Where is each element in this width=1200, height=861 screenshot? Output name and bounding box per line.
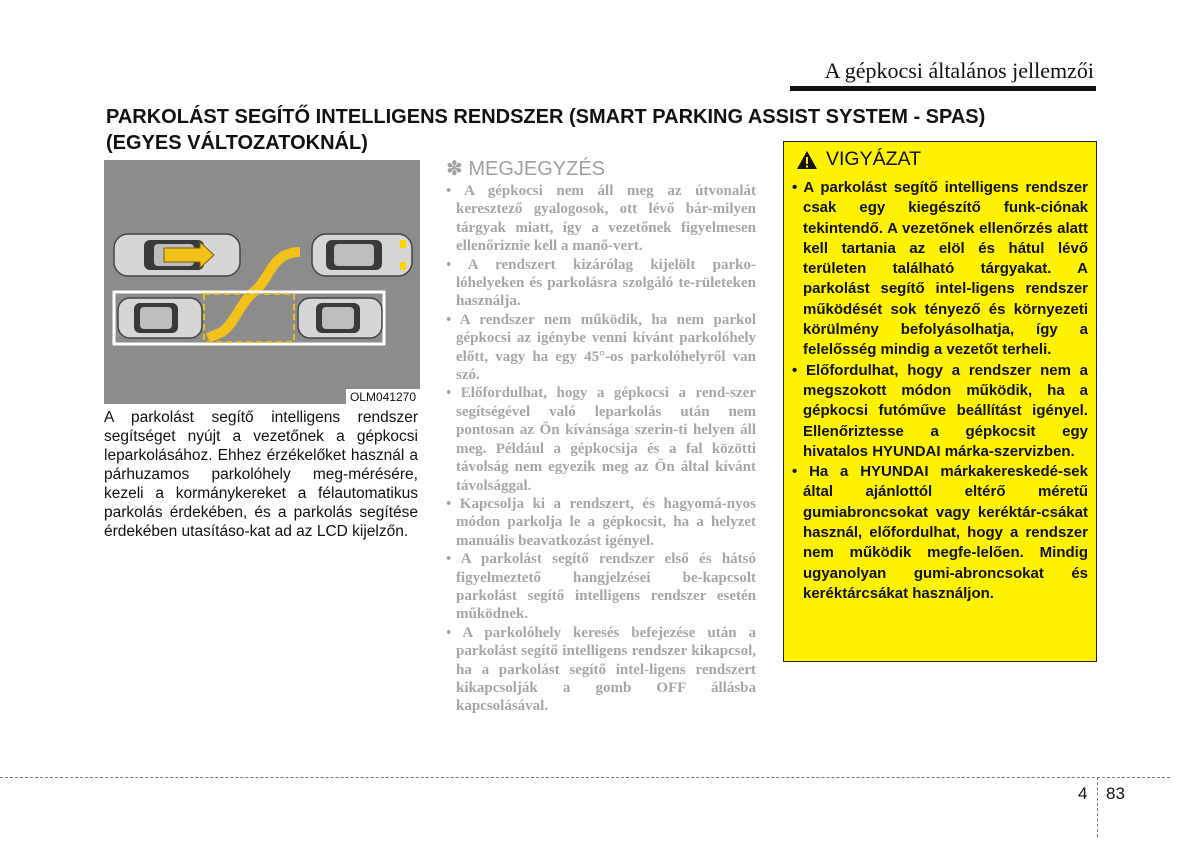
- parked-car-left: [118, 298, 202, 338]
- note-item: • A gépkocsi nem áll meg az útvonalát keresztező gyalogosok, ott lévő bár-milyen tárgyak miatt, így a vezetőnek figyelmesen ellenőriznie kell a manő-vert.: [446, 183, 756, 255]
- warning-heading: [796, 148, 921, 171]
- note-item: • Kapcsolja ki a rendszert, és hagyomá-nyos módon parkolja le a gépkocsit, ha a helyzet manuális beavatkozást igényel.: [446, 495, 756, 549]
- note-item: • Előfordulhat, hogy a gépkocsi a rend-szer segítségével való leparkolás után nem pontosan az Ön kívánsága szerin-ti helyen áll meg. Például a gépkocsija és a fal közötti távolság nem egyezik meg az Ön által kívánt távolsággal.: [446, 385, 756, 494]
- parked-car-right: [298, 298, 382, 338]
- note-item: • A rendszert kizárólag kijelölt parko-lóhelyeken és parkolásra szolgáló te-rületeken használja.: [446, 256, 756, 310]
- figure-code: OLM041270: [346, 389, 420, 404]
- note-item: • A parkolást segítő rendszer első és hátsó figyelmeztető hangjelzései be-kapcsolt parkolást segítő intelligens rendszer esetén működnek.: [446, 551, 756, 623]
- note-title: MEGJEGYZÉS: [468, 158, 606, 180]
- warning-item: • Előfordulhat, hogy a rendszer nem a megszokott módon működik, ha a gépkocsi futóműve beállítást igényel. Ellenőriztesse a gépkocsit egy hivatalos HYUNDAI márka-szervizben.: [792, 361, 1088, 460]
- note-heading: [446, 156, 605, 181]
- intro-paragraph: A parkolást segítő intelligens rendszer segítséget nyújt a vezetőnek a gépkocsi leparkolásához. Ehhez érzékelőket használ a párhuzamos parkolóhely meg-mérésére, kezeli a kormánykereket a félautomatikus parkolás érdekében, és a parkolás segítése érdekében utasításo-kat ad az LCD kijelzőn.: [104, 409, 418, 540]
- footer-divider: [0, 777, 1170, 778]
- note-symbol: ✽: [446, 158, 463, 180]
- warning-triangle-icon: [796, 150, 818, 170]
- warning-box: [783, 141, 1097, 662]
- page-number: 83: [1106, 784, 1125, 803]
- warning-item: • Ha a HYUNDAI márkakereskedé-sek által ajánlottól eltérő méretű gumiabroncsokat vagy keréktár-csákat használ, előfordulhat, hogy a rendszer nem működik megfe-lelően. Mindig ugyanolyan gumi-abroncsokat és keréktárcsákat használjon.: [792, 463, 1088, 602]
- parking-diagram: [104, 160, 420, 404]
- warning-list: [792, 178, 1088, 604]
- warning-item: • A parkolást segítő intelligens rendszer csak egy kiegészítő funk-ciónak tekintendő. A vezetőnek ellenőrzés alatt kell tartania az elöl és hátul lévő területen található tárgyakat. A parkolást segítő intel-ligens rendszer működését sok tényező és környezeti körülmény befolyásolhatja, így a felelősség mindig a vezetőt terheli.: [792, 179, 1088, 359]
- warning-title: VIGYÁZAT: [826, 148, 921, 170]
- page-divider: [1097, 777, 1098, 837]
- header-rule: [790, 86, 1096, 91]
- section-number: 4: [1078, 784, 1088, 803]
- moving-car-end: [312, 234, 412, 276]
- note-list: [446, 182, 756, 716]
- note-item: • A rendszer nem működik, ha nem parkol gépkocsi az igénybe venni kívánt parkolóhely előtt, vagy ha egy 45°-os parkolóhelyről van szó.: [446, 311, 756, 384]
- chapter-title: A gépkocsi általános jellemzői: [824, 58, 1094, 83]
- note-item: • A parkolóhely keresés befejezése után a parkolást segítő intelligens rendszer kikapcsol, ha a parkolást segítő intel-ligens rendszert kikapcsolják a gomb OFF állásba kapcsolásával.: [446, 624, 756, 715]
- parking-illustration: [104, 160, 420, 404]
- section-title: PARKOLÁST SEGÍTŐ INTELLIGENS RENDSZER (SMART PARKING ASSIST SYSTEM - SPAS) (EGYES VÁLTOZATOKNÁL): [106, 106, 986, 154]
